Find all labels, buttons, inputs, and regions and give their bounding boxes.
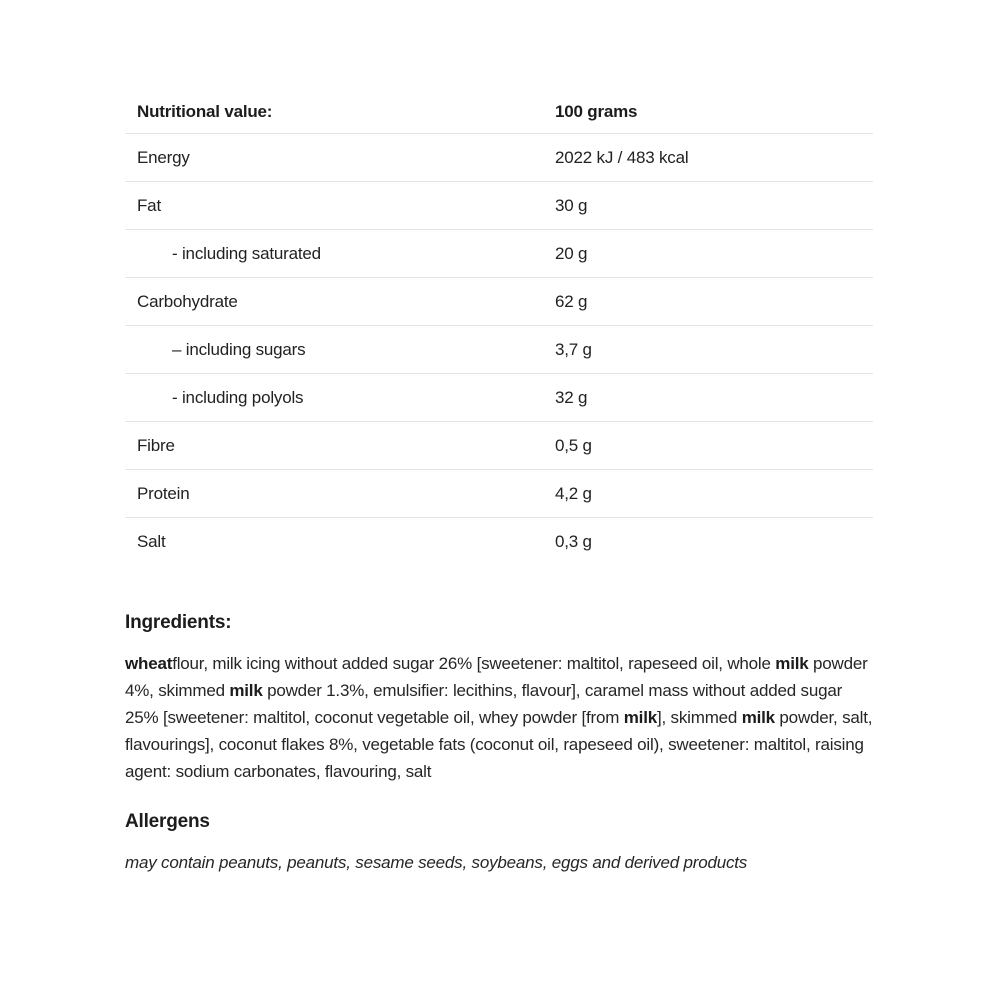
allergens-section: [125, 811, 873, 876]
row-value: 20 g: [555, 243, 588, 263]
row-value: 30 g: [555, 195, 588, 215]
row-label: Energy: [137, 147, 190, 167]
row-value: 3,7 g: [555, 339, 592, 359]
ingredient-allergen-word: wheat: [125, 654, 173, 673]
ingredient-allergen-word: milk: [775, 654, 809, 673]
row-value: 0,3 g: [555, 532, 592, 551]
ingredient-text-segment: ], skimmed: [656, 708, 742, 727]
row-label: Protein: [137, 483, 190, 503]
table-header-value: 100 grams: [555, 101, 638, 121]
row-value: 32 g: [555, 387, 588, 407]
ingredient-allergen-word: milk: [229, 681, 263, 700]
table-row: [125, 230, 873, 278]
row-value: 4,2 g: [555, 483, 592, 503]
table-row: [125, 326, 873, 374]
row-label: Fibre: [137, 435, 175, 455]
row-value: 62 g: [555, 291, 588, 311]
table-row: [125, 518, 873, 566]
table-row: [125, 182, 873, 230]
table-row: [125, 470, 873, 518]
ingredient-allergen-word: milk: [623, 708, 657, 727]
ingredient-text-segment: flour, milk icing without added sugar 26% [sweetener: maltitol, rapeseed oil, whole: [172, 654, 776, 673]
ingredient-text-segment: powder, salt, flavourings], coconut flakes 8%, vegetable fats (coconut oil, rapeseed oil), sweetener: maltitol, raising agent: sodium carbonates, flavouring, salt: [125, 708, 873, 781]
table-row: [125, 374, 873, 422]
ingredient-text-segment: powder 1.3%, emulsifier: lecithins, flavour], caramel mass without added sugar 25% [sweetener: maltitol, coconut vegetable oil, whey powder [from: [125, 681, 843, 727]
table-row: [125, 422, 873, 470]
nutrition-table: [125, 90, 873, 566]
table-row: [125, 278, 873, 326]
table-body: [125, 134, 873, 566]
row-label: – including sugars: [172, 339, 306, 359]
table-header-row: [125, 90, 873, 134]
table-row: [125, 134, 873, 182]
row-label: - including polyols: [172, 387, 304, 407]
row-value: 0,5 g: [555, 435, 592, 455]
allergens-text: may contain peanuts, peanuts, sesame seeds, soybeans, eggs and derived products: [125, 853, 748, 872]
row-label: - including saturated: [172, 243, 321, 263]
allergens-heading: Allergens: [125, 811, 210, 832]
ingredients-section: [125, 612, 873, 785]
ingredients-text: [125, 650, 873, 785]
ingredient-text-segment: powder 4%, skimmed: [125, 654, 868, 700]
ingredient-allergen-word: milk: [741, 708, 775, 727]
product-nutrition-page: [125, 90, 873, 876]
row-label: Salt: [137, 532, 166, 551]
row-value: 2022 kJ / 483 kcal: [555, 147, 689, 167]
table-header-label: Nutritional value:: [137, 101, 273, 121]
row-label: Carbohydrate: [137, 291, 238, 311]
ingredients-heading: Ingredients:: [125, 612, 232, 633]
row-label: Fat: [137, 195, 161, 215]
